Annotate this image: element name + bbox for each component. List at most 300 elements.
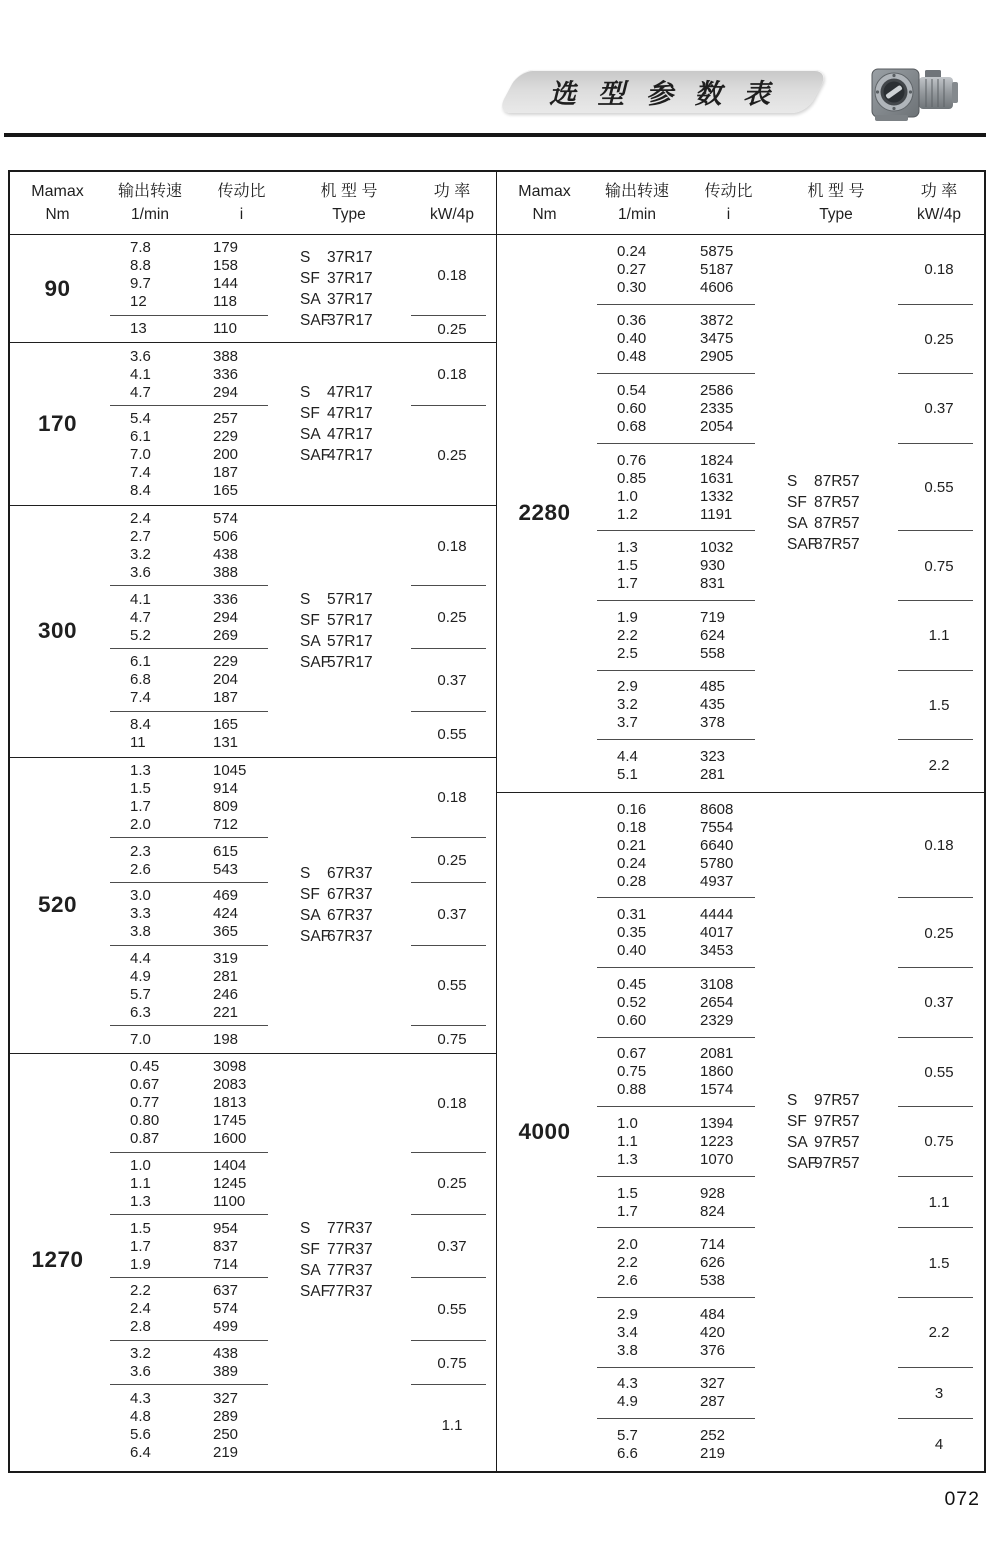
transmission-ratio-value: 824 [700, 1202, 726, 1220]
output-speed-value: 6.8 [130, 671, 151, 689]
table-left-half [10, 172, 497, 1471]
column-header-zh: 功 率 [433, 183, 471, 200]
ratio-subgroup [592, 740, 775, 792]
column-header-en: 1/min [131, 206, 169, 223]
transmission-ratio-value: 327 [213, 1389, 239, 1407]
transmission-ratio-value: 1404 [213, 1156, 247, 1174]
transmission-ratio-value: 3098 [213, 1058, 247, 1076]
data-row [592, 609, 775, 627]
transmission-ratio-value: 2054 [700, 417, 734, 435]
transmission-ratio-value: 485 [700, 678, 726, 696]
power-rating-block [410, 883, 494, 946]
output-speed-value: 3.4 [617, 1323, 638, 1341]
power-value: 0.25 [437, 446, 467, 464]
transmission-ratio-value: 269 [213, 626, 239, 644]
transmission-ratio-value: 165 [213, 482, 239, 500]
data-row [105, 689, 288, 707]
column-header-en: 1/min [618, 206, 656, 223]
column-header [288, 179, 410, 226]
power-value: 0.75 [924, 557, 954, 575]
power-value: 0.75 [437, 1354, 467, 1372]
speed-ratio-column [592, 793, 775, 1471]
transmission-ratio-value: 626 [700, 1254, 726, 1272]
output-speed-value: 0.75 [617, 1063, 647, 1081]
data-row [592, 1203, 775, 1221]
transmission-ratio-value: 930 [700, 557, 726, 575]
data-row [592, 645, 775, 663]
output-speed-value: 0.18 [617, 818, 647, 836]
power-value: 0.18 [924, 837, 954, 855]
ratio-subgroup [592, 671, 775, 741]
output-speed-value: 3.6 [130, 564, 151, 582]
type-designation [787, 1111, 897, 1132]
transmission-ratio-value: 250 [213, 1425, 239, 1443]
power-rating-block [410, 649, 494, 712]
data-row [592, 243, 775, 261]
data-row [105, 1157, 288, 1175]
transmission-ratio-value: 118 [213, 293, 237, 311]
output-speed-value: 1.0 [617, 1114, 638, 1132]
output-speed-value: 3.2 [130, 1345, 151, 1363]
transmission-ratio-value: 198 [213, 1030, 239, 1048]
column-header-zh: 传动比 [217, 183, 266, 200]
power-value: 0.55 [924, 1063, 954, 1081]
type-column [288, 1054, 410, 1466]
type-designation [300, 268, 410, 289]
ratio-subgroup [105, 343, 288, 406]
data-row [592, 1427, 775, 1445]
type-series-prefix: S [787, 473, 798, 491]
speed-ratio-column [105, 1054, 288, 1466]
power-rating-block [897, 1107, 981, 1177]
type-series-prefix: SAF [300, 311, 331, 329]
power-rating-block [410, 506, 494, 587]
output-speed-value: 6.1 [130, 428, 151, 446]
ratio-subgroup [105, 946, 288, 1027]
output-speed-value: 2.6 [617, 1272, 638, 1290]
transmission-ratio-value: 131 [213, 734, 239, 752]
type-code: 67R37 [327, 907, 373, 925]
transmission-ratio-value: 165 [213, 716, 239, 734]
mamax-value: 170 [37, 411, 78, 437]
output-speed-value: 0.24 [617, 854, 647, 872]
power-rating-block [897, 235, 981, 305]
transmission-ratio-value: 229 [213, 428, 239, 446]
output-speed-value: 8.4 [130, 482, 151, 500]
output-speed-value: 0.40 [617, 942, 647, 960]
column-header [497, 179, 592, 226]
power-rating-block [897, 444, 981, 532]
column-header-en: Type [332, 206, 366, 223]
data-row [105, 1390, 288, 1408]
ratio-subgroup [105, 649, 288, 712]
data-row [592, 1393, 775, 1411]
output-speed-value: 2.8 [130, 1318, 151, 1336]
type-column [288, 343, 410, 504]
type-code: 97R57 [814, 1133, 860, 1151]
type-series-prefix: SA [300, 290, 321, 308]
transmission-ratio-value: 388 [213, 564, 239, 582]
output-speed-value: 1.1 [617, 1132, 638, 1150]
type-series-prefix: SF [300, 886, 320, 904]
column-header-zh: 传动比 [704, 183, 753, 200]
ratio-subgroup [105, 316, 288, 343]
power-value: 0.37 [437, 905, 467, 923]
data-row [592, 470, 775, 488]
type-column [288, 758, 410, 1053]
output-speed-value: 4.3 [617, 1375, 638, 1393]
transmission-ratio-value: 252 [700, 1426, 726, 1444]
type-code: 67R37 [327, 928, 373, 946]
transmission-ratio-value: 484 [700, 1305, 726, 1323]
transmission-ratio-value: 1045 [213, 761, 247, 779]
data-row [105, 887, 288, 905]
type-designation [300, 1218, 410, 1239]
power-rating-block [410, 1385, 494, 1466]
type-designation [300, 289, 410, 310]
data-row [592, 837, 775, 855]
power-value: 0.55 [437, 725, 467, 743]
data-row [592, 766, 775, 784]
type-column [288, 235, 410, 342]
type-code: 87R57 [814, 536, 860, 554]
data-row [592, 1081, 775, 1099]
output-speed-value: 0.67 [130, 1076, 160, 1094]
ratio-subgroup [592, 898, 775, 968]
table-header-row [10, 172, 496, 235]
type-code: 57R17 [327, 612, 373, 630]
data-row [105, 843, 288, 861]
transmission-ratio-value: 378 [700, 714, 726, 732]
column-header-en: kW/4p [917, 206, 961, 223]
output-speed-value: 7.4 [130, 464, 151, 482]
data-row [105, 627, 288, 645]
section-title-banner [497, 70, 830, 113]
output-speed-value: 2.9 [617, 678, 638, 696]
output-speed-value: 0.27 [617, 260, 647, 278]
transmission-ratio-value: 187 [213, 464, 239, 482]
ratio-subgroup [592, 1419, 775, 1471]
data-row [592, 873, 775, 891]
data-row [105, 1193, 288, 1211]
output-speed-value: 0.45 [617, 975, 647, 993]
data-row [105, 482, 288, 500]
power-value: 0.18 [437, 266, 467, 284]
column-header-en: i [239, 206, 244, 223]
data-row [105, 671, 288, 689]
type-designation [300, 884, 410, 905]
output-speed-value: 8.8 [130, 257, 151, 275]
data-row [592, 976, 775, 994]
type-code: 47R17 [327, 384, 373, 402]
column-header-zh: 机 型 号 [320, 183, 378, 200]
column-header [410, 179, 494, 226]
type-series-prefix: SA [300, 426, 321, 444]
output-speed-value: 0.16 [617, 800, 647, 818]
power-value: 1.5 [928, 696, 950, 714]
output-speed-value: 4.1 [130, 590, 151, 608]
data-row [592, 506, 775, 524]
torque-group [10, 343, 496, 505]
data-row [105, 591, 288, 609]
power-rating-block [410, 1026, 494, 1053]
type-series-prefix: SA [300, 907, 321, 925]
output-speed-value: 5.2 [130, 626, 151, 644]
selection-parameter-table [8, 170, 986, 1473]
transmission-ratio-value: 2905 [700, 348, 734, 366]
transmission-ratio-value: 424 [213, 905, 239, 923]
data-row [592, 1306, 775, 1324]
data-row [105, 1444, 288, 1462]
transmission-ratio-value: 281 [213, 967, 239, 985]
output-speed-value: 0.21 [617, 836, 647, 854]
transmission-ratio-value: 221 [213, 1003, 239, 1021]
transmission-ratio-value: 809 [213, 797, 239, 815]
data-row [592, 678, 775, 696]
type-code: 37R17 [327, 290, 373, 308]
transmission-ratio-value: 336 [213, 590, 239, 608]
transmission-ratio-value: 4606 [700, 278, 734, 296]
power-value: 2.2 [928, 1324, 950, 1342]
output-speed-value: 2.2 [130, 1282, 151, 1300]
type-designation [787, 492, 897, 513]
transmission-ratio-value: 914 [213, 779, 239, 797]
transmission-ratio-value: 3453 [700, 942, 734, 960]
transmission-ratio-value: 365 [213, 923, 239, 941]
type-series-prefix: SA [300, 1262, 321, 1279]
type-code: 77R37 [327, 1262, 373, 1279]
type-designation [300, 631, 410, 652]
output-speed-value: 6.1 [130, 653, 151, 671]
power-value: 0.18 [437, 537, 467, 555]
transmission-ratio-value: 327 [700, 1375, 726, 1393]
mamax-value: 4000 [518, 1118, 571, 1144]
column-header [105, 179, 195, 226]
type-code: 67R37 [327, 886, 373, 904]
transmission-ratio-value: 187 [213, 689, 239, 707]
ratio-subgroup [592, 1228, 775, 1298]
data-row [592, 801, 775, 819]
transmission-ratio-value: 5187 [700, 260, 734, 278]
power-value: 0.25 [437, 320, 467, 338]
transmission-ratio-value: 1813 [213, 1094, 247, 1112]
ratio-subgroup [592, 601, 775, 671]
output-speed-value: 4.9 [130, 967, 151, 985]
power-rating-block [897, 1228, 981, 1298]
data-row [592, 312, 775, 330]
data-row [592, 1324, 775, 1342]
transmission-ratio-value: 287 [700, 1393, 726, 1411]
power-value: 0.25 [924, 924, 954, 942]
output-speed-value: 2.2 [617, 626, 638, 644]
ratio-subgroup [105, 883, 288, 946]
page-number: 072 [944, 1488, 980, 1510]
data-row [105, 510, 288, 528]
type-series-prefix: SAF [787, 536, 818, 554]
ratio-subgroup [592, 1038, 775, 1108]
output-speed-value: 6.3 [130, 1003, 151, 1021]
ratio-subgroup [592, 1107, 775, 1177]
type-series-prefix: SAF [300, 654, 331, 672]
power-value: 0.25 [437, 609, 467, 627]
column-header-zh: 输出转速 [604, 183, 669, 200]
transmission-ratio-value: 438 [213, 546, 239, 564]
output-speed-value: 4.1 [130, 365, 151, 383]
output-speed-value: 3.2 [617, 696, 638, 714]
mamax-value: 1270 [31, 1247, 84, 1272]
output-speed-value: 4.7 [130, 608, 151, 626]
output-speed-value: 2.4 [130, 510, 151, 528]
data-row [105, 1408, 288, 1426]
transmission-ratio-value: 389 [213, 1363, 239, 1381]
output-speed-value: 0.67 [617, 1045, 647, 1063]
transmission-ratio-value: 837 [213, 1237, 239, 1255]
transmission-ratio-value: 574 [213, 1300, 239, 1318]
column-header-zh: 输出转速 [117, 183, 182, 200]
data-row [592, 1185, 775, 1203]
ratio-subgroup [105, 586, 288, 649]
data-row [105, 653, 288, 671]
speed-ratio-column [105, 506, 288, 757]
power-rating-block [410, 316, 494, 343]
power-rating-block [410, 1215, 494, 1278]
data-row [592, 1012, 775, 1030]
data-row [592, 942, 775, 960]
column-header [10, 179, 105, 226]
ratio-subgroup [592, 1368, 775, 1420]
data-row [592, 1445, 775, 1463]
data-row [592, 348, 775, 366]
transmission-ratio-value: 1245 [213, 1174, 247, 1192]
type-code: 67R37 [327, 865, 373, 883]
transmission-ratio-value: 714 [213, 1255, 239, 1273]
output-speed-value: 0.77 [130, 1094, 160, 1112]
type-series-prefix: SF [300, 1241, 320, 1258]
table-header-row [497, 172, 984, 235]
transmission-ratio-value: 615 [213, 842, 239, 860]
type-designation [300, 1239, 410, 1260]
output-speed-value: 2.2 [617, 1254, 638, 1272]
output-speed-value: 1.9 [130, 1255, 151, 1273]
ratio-subgroup [592, 1298, 775, 1368]
data-row [105, 950, 288, 968]
output-speed-value: 13 [130, 320, 147, 338]
transmission-ratio-value: 376 [700, 1341, 726, 1359]
ratio-subgroup [592, 305, 775, 375]
power-column [410, 506, 494, 757]
output-speed-value: 0.54 [617, 381, 647, 399]
transmission-ratio-value: 1070 [700, 1150, 734, 1168]
data-row [105, 546, 288, 564]
column-header-zh: 机 型 号 [807, 183, 865, 200]
mamax-value: 520 [37, 892, 78, 918]
transmission-ratio-value: 1631 [700, 469, 734, 487]
output-speed-value: 1.3 [617, 539, 638, 557]
power-rating-block [410, 343, 494, 406]
output-speed-value: 1.7 [130, 797, 151, 815]
output-speed-value: 5.7 [130, 985, 151, 1003]
data-row [592, 279, 775, 297]
power-rating-block [897, 1298, 981, 1368]
output-speed-value: 2.5 [617, 644, 638, 662]
transmission-ratio-value: 7554 [700, 818, 734, 836]
data-row [105, 384, 288, 402]
type-code: 57R17 [327, 591, 373, 609]
data-row [592, 330, 775, 348]
power-column [410, 343, 494, 504]
transmission-ratio-value: 8608 [700, 800, 734, 818]
power-rating-block [410, 712, 494, 757]
type-designation [300, 247, 410, 268]
power-value: 0.25 [437, 1175, 467, 1193]
transmission-ratio-value: 1824 [700, 451, 734, 469]
type-code: 97R57 [814, 1154, 860, 1172]
data-row [592, 855, 775, 873]
output-speed-value: 7.4 [130, 689, 151, 707]
output-speed-value: 5.1 [617, 765, 638, 783]
output-speed-value: 5.6 [130, 1425, 151, 1443]
transmission-ratio-value: 2586 [700, 381, 734, 399]
type-code: 87R57 [814, 494, 860, 512]
type-column [775, 793, 897, 1471]
transmission-ratio-value: 388 [213, 347, 239, 365]
transmission-ratio-value: 229 [213, 653, 239, 671]
type-code: 97R57 [814, 1091, 860, 1109]
type-code: 87R57 [814, 473, 860, 491]
power-rating-block [410, 946, 494, 1027]
transmission-ratio-value: 323 [700, 747, 726, 765]
transmission-ratio-value: 558 [700, 644, 726, 662]
output-speed-value: 1.5 [617, 1184, 638, 1202]
data-row [592, 924, 775, 942]
power-rating-block [897, 1177, 981, 1229]
torque-group [10, 506, 496, 758]
transmission-ratio-value: 506 [213, 528, 239, 546]
transmission-ratio-value: 2335 [700, 399, 734, 417]
data-row [105, 1220, 288, 1238]
torque-group [10, 758, 496, 1054]
data-row [105, 239, 288, 257]
power-value: 0.25 [437, 852, 467, 870]
ratio-subgroup [592, 235, 775, 305]
data-row [105, 780, 288, 798]
ratio-subgroup [592, 793, 775, 899]
power-rating-block [410, 406, 494, 505]
data-row [592, 382, 775, 400]
data-row [105, 428, 288, 446]
data-row [105, 1363, 288, 1381]
transmission-ratio-value: 624 [700, 626, 726, 644]
power-rating-block [410, 1278, 494, 1341]
torque-group [497, 235, 984, 793]
output-speed-value: 3.2 [130, 546, 151, 564]
output-speed-value: 1.2 [617, 505, 638, 523]
power-value: 0.75 [437, 1031, 467, 1049]
power-rating-block [410, 586, 494, 649]
column-header-en: Nm [532, 206, 557, 223]
transmission-ratio-value: 6640 [700, 836, 734, 854]
data-row [592, 452, 775, 470]
transmission-ratio-value: 831 [700, 575, 726, 593]
transmission-ratio-value: 719 [700, 608, 726, 626]
power-value: 0.18 [924, 261, 954, 279]
output-speed-value: 7.8 [130, 239, 151, 257]
transmission-ratio-value: 144 [213, 275, 239, 293]
output-speed-value: 2.4 [130, 1300, 151, 1318]
column-header [195, 179, 288, 226]
type-column [288, 506, 410, 757]
output-speed-value: 3.8 [617, 1341, 638, 1359]
